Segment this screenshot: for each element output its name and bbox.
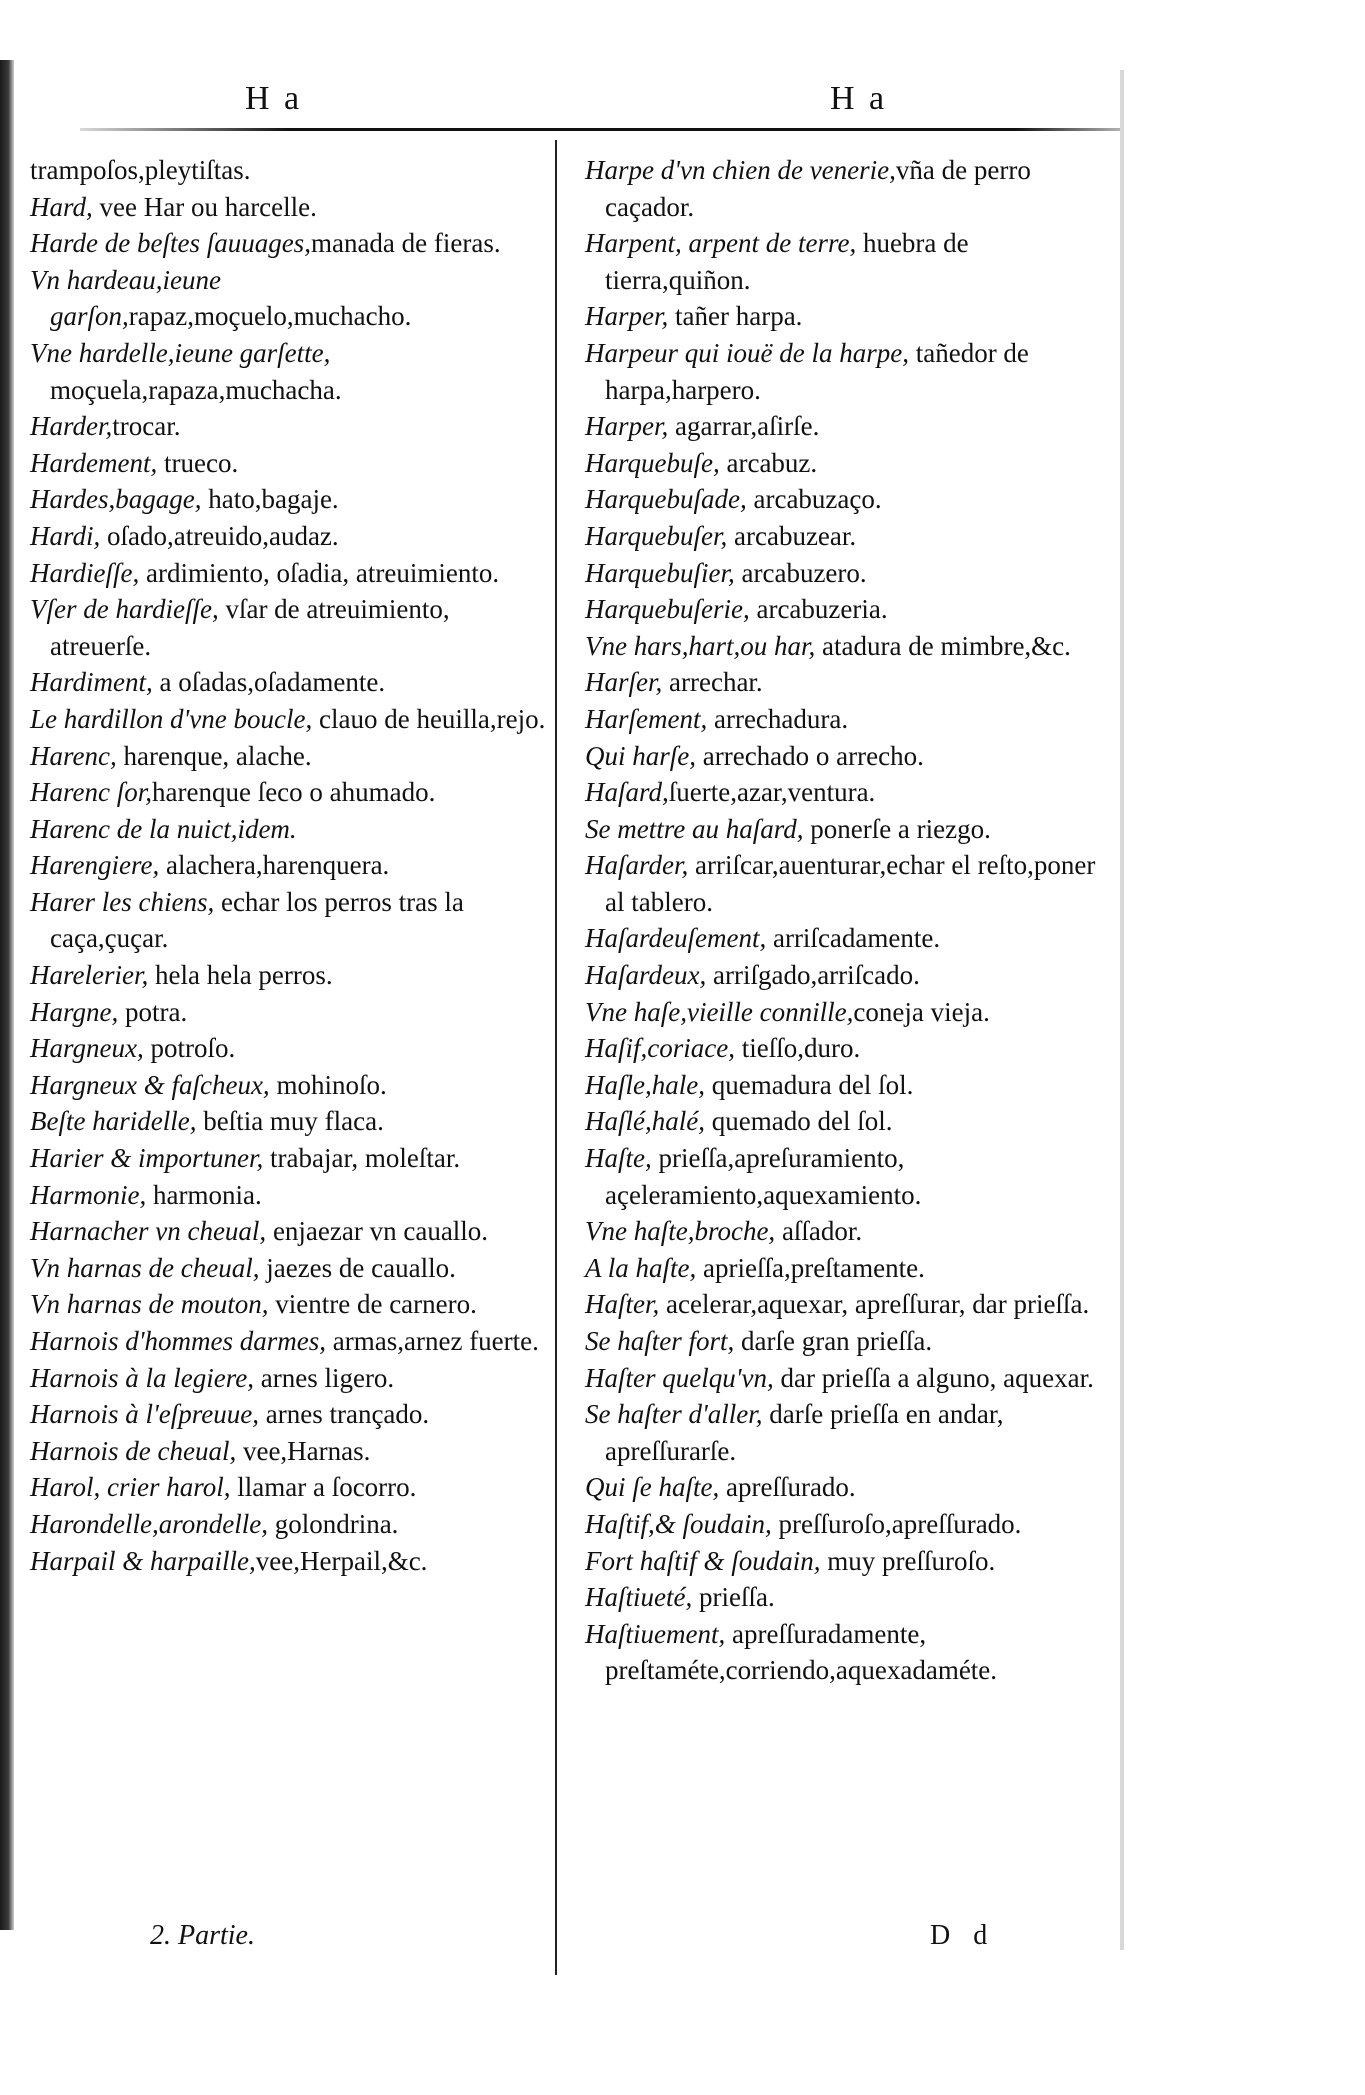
entry-definition: tañer harpa. xyxy=(668,301,803,332)
entry-headword: Harquebuſerie, xyxy=(585,594,750,625)
entry-definition: darſe prieſſa en andar, apreſſurarſe. xyxy=(605,1399,1004,1466)
entry-definition: hela hela perros. xyxy=(148,960,333,991)
dictionary-entry xyxy=(30,1323,555,1360)
entry-headword: Hardieſſe, xyxy=(30,557,140,588)
catchword: D d xyxy=(930,1920,996,1951)
entry-definition: arrechado o arrecho. xyxy=(696,740,924,771)
entry-headword: A la haſte, xyxy=(585,1252,697,1283)
entry-headword: Hard, xyxy=(30,191,93,222)
entry-headword: Hargneux & faſcheux, xyxy=(30,1069,270,1100)
header-rule xyxy=(80,128,1120,131)
dictionary-entry xyxy=(585,1323,1110,1360)
dictionary-entry xyxy=(30,1030,555,1067)
entry-headword: Haſlé,halé, xyxy=(585,1106,705,1137)
entry-headword: Hardement, xyxy=(30,447,158,478)
dictionary-entry xyxy=(30,152,555,189)
entry-definition: tañedor de harpa,harpero. xyxy=(605,337,1029,405)
signature-mark: 2. Partie. xyxy=(150,1920,255,1951)
dictionary-entry xyxy=(585,1103,1110,1140)
entry-headword: Harquebuſer, xyxy=(585,520,728,551)
entry-headword: Harquebuſade, xyxy=(585,484,747,515)
entry-definition: moçuela,rapaza,muchacha. xyxy=(50,374,342,405)
entry-headword: Se haſter d'aller, xyxy=(585,1399,763,1430)
dictionary-entry xyxy=(30,1067,555,1104)
entry-definition: vña de perro caçador. xyxy=(605,155,1031,222)
dictionary-entry xyxy=(30,1543,555,1580)
entry-headword: Harenc ſor, xyxy=(30,777,152,808)
entry-headword: Harondelle,arondelle, xyxy=(30,1508,268,1539)
entry-headword: Harier & importuner, xyxy=(30,1143,264,1174)
dictionary-entry xyxy=(585,591,1110,628)
entry-headword: Harnacher vn cheual, xyxy=(30,1216,267,1247)
entry-headword: Haſard, xyxy=(585,777,669,808)
running-head-right: H a xyxy=(830,80,888,117)
entry-definition: vee,Harnas. xyxy=(236,1435,371,1466)
dictionary-entry xyxy=(30,1433,555,1470)
entry-definition: manada de fieras. xyxy=(310,228,501,259)
entry-headword: Beſte haridelle, xyxy=(30,1106,197,1137)
entry-headword: Le hardillon d'vne boucle, xyxy=(30,703,313,734)
entry-definition: arnes trançado. xyxy=(259,1399,430,1430)
dictionary-entry xyxy=(30,1396,555,1433)
entry-headword: Harpail & harpaille, xyxy=(30,1545,256,1576)
entry-definition: arriſgado,arriſcado. xyxy=(706,960,920,991)
entry-definition: ardimiento, oſadia, atreuimiento. xyxy=(139,557,500,588)
dictionary-entry xyxy=(585,811,1110,848)
entry-headword: Harmonie, xyxy=(30,1179,147,1210)
dictionary-entry xyxy=(585,957,1110,994)
dictionary-entry xyxy=(30,335,555,408)
entry-definition: aſſador. xyxy=(775,1216,863,1247)
entry-headword: Harnois d'hommes darmes, xyxy=(30,1326,327,1356)
column-divider xyxy=(555,140,557,1975)
entry-headword: Hardes,bagage, xyxy=(30,484,202,515)
entry-definition: arrechadura. xyxy=(707,703,849,734)
entry-headword: Vne haſe,vieille connille, xyxy=(585,996,854,1027)
entry-definition: vee,Herpail,&c. xyxy=(255,1545,428,1576)
entry-headword: Haſif,coriace, xyxy=(585,1033,735,1064)
entry-headword: Vne hars,hart,ou har, xyxy=(585,630,816,661)
entry-definition: ſuerte,azar,ventura. xyxy=(668,777,876,808)
entry-headword: Harquebuſier, xyxy=(585,557,735,588)
entry-headword: Harol, crier harol, xyxy=(30,1472,231,1503)
entry-headword: Fort haſtif & ſoudain, xyxy=(585,1545,821,1576)
dictionary-entry xyxy=(585,1469,1110,1506)
entry-headword: Harpeur qui iouë de la harpe, xyxy=(585,337,909,368)
dictionary-entry xyxy=(585,445,1110,482)
entry-headword: Harpe d'vn chien de venerie, xyxy=(585,155,896,185)
dictionary-entry xyxy=(30,1286,555,1323)
entry-definition: arcabuzaço. xyxy=(746,484,882,515)
entry-definition: dar prieſſa a alguno, aquexar. xyxy=(773,1362,1094,1393)
entry-definition: alachera,harenquera. xyxy=(159,850,390,881)
dictionary-entry xyxy=(30,994,555,1031)
entry-definition: vientre de carnero. xyxy=(268,1289,477,1320)
dictionary-entry xyxy=(585,701,1110,738)
dictionary-entry xyxy=(30,957,555,994)
entry-definition: arcabuzeria. xyxy=(749,594,888,625)
dictionary-entry xyxy=(30,1103,555,1140)
entry-headword: Se haſter fort, xyxy=(585,1326,735,1356)
dictionary-entry xyxy=(30,408,555,445)
dictionary-entry xyxy=(585,994,1110,1031)
entry-headword: Vne haſte,broche, xyxy=(585,1216,776,1247)
dictionary-entry xyxy=(30,1360,555,1397)
dictionary-entry xyxy=(30,701,555,738)
dictionary-entry xyxy=(585,298,1110,335)
dictionary-entry xyxy=(30,774,555,811)
entry-definition: arriſcadamente. xyxy=(766,923,941,954)
entry-definition: trocar. xyxy=(112,411,181,442)
entry-definition: beſtia muy flaca. xyxy=(196,1106,384,1137)
entry-headword: Harer les chiens, xyxy=(30,886,215,917)
dictionary-entry xyxy=(585,847,1110,920)
dictionary-entry xyxy=(585,1067,1110,1104)
entry-definition: jaezes de cauallo. xyxy=(259,1252,456,1283)
entry-definition: arcabuzero. xyxy=(734,557,867,588)
entry-headword: Harenc de la nuict,idem. xyxy=(30,813,297,844)
entry-definition: potra. xyxy=(118,996,188,1027)
running-head-left: H a xyxy=(245,80,303,117)
entry-headword: Haſtiuement, xyxy=(585,1618,726,1649)
dictionary-entry xyxy=(585,664,1110,701)
entry-definition: trueco. xyxy=(157,447,239,478)
entry-headword: Haſte, xyxy=(585,1143,652,1174)
entry-definition: a oſadas,oſadamente. xyxy=(152,667,386,698)
entry-definition: ponerſe a riezgo. xyxy=(803,813,991,844)
dictionary-entry xyxy=(30,225,555,262)
entry-headword: Hargneux, xyxy=(30,1033,144,1064)
dictionary-entry xyxy=(30,884,555,957)
entry-headword: Haſtiueté, xyxy=(585,1582,693,1613)
dictionary-entry xyxy=(585,1286,1110,1323)
entry-definition: trampoſos,pleytiſtas. xyxy=(30,155,251,185)
dictionary-entry xyxy=(30,1506,555,1543)
entry-definition: arcabuzear. xyxy=(727,520,857,551)
entry-definition: enjaezar vn cauallo. xyxy=(266,1216,489,1247)
dictionary-entry xyxy=(585,225,1110,298)
dictionary-entry xyxy=(30,847,555,884)
dictionary-entry xyxy=(585,1140,1110,1213)
dictionary-entry xyxy=(585,920,1110,957)
entry-definition: mohinoſo. xyxy=(269,1069,387,1100)
entry-definition: darſe gran prieſſa. xyxy=(734,1326,933,1356)
entry-headword: Qui ſe haſte, xyxy=(585,1472,720,1503)
entry-definition: llamar a ſocorro. xyxy=(230,1472,417,1503)
dictionary-entry xyxy=(585,518,1110,555)
entry-headword: Hargne, xyxy=(30,996,119,1027)
entry-definition: harenque, alache. xyxy=(116,740,312,771)
entry-headword: Haſter quelqu'vn, xyxy=(585,1362,774,1393)
dictionary-entry xyxy=(30,664,555,701)
entry-headword: Haſarder, xyxy=(585,850,689,881)
entry-definition: arriſcar,auenturar,echar el reſto,poner al tablero. xyxy=(605,850,1096,917)
scan-edge-shadow xyxy=(0,60,14,1930)
entry-definition: atadura de mimbre,&c. xyxy=(815,630,1071,661)
dictionary-entry xyxy=(585,1360,1110,1397)
entry-definition: aprieſſa,preſtamente. xyxy=(696,1252,925,1283)
dictionary-entry xyxy=(30,518,555,555)
dictionary-entry xyxy=(585,1396,1110,1469)
entry-headword: Qui harſe, xyxy=(585,740,696,771)
dictionary-entry xyxy=(585,738,1110,775)
entry-headword: Haſardeuſement, xyxy=(585,923,767,954)
dictionary-entry xyxy=(30,445,555,482)
entry-headword: Haſter, xyxy=(585,1289,660,1320)
right-column xyxy=(585,152,1110,1689)
entry-headword: Vn harnas de cheual, xyxy=(30,1252,260,1283)
entry-definition: arnes ligero. xyxy=(253,1362,395,1393)
dictionary-entry xyxy=(30,738,555,775)
dictionary-entry xyxy=(585,481,1110,518)
entry-definition: apreſſuradamente, preſtaméte,corriendo,aquexadaméte. xyxy=(605,1618,998,1686)
entry-definition: huebra de tierra,quiñon. xyxy=(605,228,969,295)
entry-definition: rapaz,moçuelo,muchacho. xyxy=(128,301,412,332)
entry-definition: prieſſa,apreſuramiento, açeleramiento,aquexamiento. xyxy=(605,1143,922,1210)
entry-headword: Hardiment, xyxy=(30,667,153,698)
entry-definition: agarrar,aſirſe. xyxy=(668,411,820,442)
entry-headword: Harnois à l'eſpreuue, xyxy=(30,1399,259,1430)
entry-headword: Harnois de cheual, xyxy=(30,1435,237,1466)
entry-headword: Harelerier, xyxy=(30,960,149,991)
entry-definition: hato,bagaje. xyxy=(201,484,339,515)
entry-headword: Harengiere, xyxy=(30,850,160,881)
dictionary-entry xyxy=(585,335,1110,408)
dictionary-entry xyxy=(30,1469,555,1506)
entry-headword: Harder, xyxy=(30,411,113,442)
entry-headword: Haſle,hale, xyxy=(585,1069,705,1100)
entry-headword: Vn harnas de mouton, xyxy=(30,1289,269,1320)
entry-definition: echar los perros tras la caça,çuçar. xyxy=(50,886,464,954)
entry-definition: oſado,atreuido,audaz. xyxy=(100,520,339,551)
entry-headword: Se mettre au haſard, xyxy=(585,813,804,844)
entry-headword: Haſtif,& ſoudain, xyxy=(585,1508,772,1539)
dictionary-entry xyxy=(30,1177,555,1214)
entry-headword: Harſer, xyxy=(585,667,663,698)
page-right-edge xyxy=(1120,70,1124,1950)
dictionary-entry xyxy=(585,1506,1110,1543)
entry-definition: coneja vieja. xyxy=(853,996,990,1027)
entry-definition: golondrina. xyxy=(267,1508,399,1539)
dictionary-entry xyxy=(585,408,1110,445)
entry-definition: potroſo. xyxy=(143,1033,236,1064)
entry-definition: quemado del ſol. xyxy=(704,1106,893,1137)
entry-definition: acelerar,aquexar, apreſſurar, dar prieſſa. xyxy=(659,1289,1090,1320)
dictionary-entry xyxy=(30,189,555,226)
entry-headword: Harper, xyxy=(585,301,669,332)
entry-headword: Vſer de hardieſſe, xyxy=(30,594,219,625)
entry-definition: preſſuroſo,apreſſurado. xyxy=(771,1508,1022,1539)
dictionary-entry xyxy=(585,1213,1110,1250)
dictionary-entry xyxy=(585,1543,1110,1580)
dictionary-entry xyxy=(30,555,555,592)
dictionary-entry xyxy=(30,481,555,518)
dictionary-entry xyxy=(585,1616,1110,1689)
entry-headword: Harper, xyxy=(585,411,669,442)
entry-definition: trabajar, moleſtar. xyxy=(263,1143,461,1174)
entry-headword: Harnois à la legiere, xyxy=(30,1362,254,1393)
entry-headword: Harſement, xyxy=(585,703,708,734)
entry-headword: Vn hardeau,ieune garſon, xyxy=(30,264,221,332)
dictionary-entry xyxy=(30,1250,555,1287)
entry-definition: tieſſo,duro. xyxy=(734,1033,861,1064)
dictionary-entry xyxy=(30,1213,555,1250)
dictionary-entry xyxy=(30,591,555,664)
entry-definition: vee Har ou harcelle. xyxy=(92,191,317,222)
dictionary-entry xyxy=(30,811,555,848)
dictionary-entry xyxy=(585,628,1110,665)
entry-definition: arrechar. xyxy=(662,667,763,698)
dictionary-entry xyxy=(585,1579,1110,1616)
entry-definition: vſar de atreuimiento, atreuerſe. xyxy=(50,594,450,661)
dictionary-entry xyxy=(30,1140,555,1177)
dictionary-entry xyxy=(585,1030,1110,1067)
entry-headword: Harde de beſtes ſauuages, xyxy=(30,228,311,259)
dictionary-entry xyxy=(585,1250,1110,1287)
entry-definition: clauo de heuilla,rejo. xyxy=(312,703,546,734)
left-column xyxy=(30,152,555,1579)
dictionary-entry xyxy=(585,774,1110,811)
entry-definition: quemadura del ſol. xyxy=(704,1069,914,1100)
entry-headword: Hardi, xyxy=(30,520,101,551)
dictionary-entry xyxy=(30,262,555,335)
dictionary-entry xyxy=(585,152,1110,225)
entry-headword: Harquebuſe, xyxy=(585,447,720,478)
entry-definition: prieſſa. xyxy=(692,1582,775,1613)
entry-headword: Harenc, xyxy=(30,740,117,771)
entry-definition: muy preſſuroſo. xyxy=(820,1545,996,1576)
entry-headword: Vne hardelle,ieune garſette, xyxy=(30,337,331,368)
entry-definition: arcabuz. xyxy=(719,447,818,478)
entry-definition: apreſſurado. xyxy=(719,1472,856,1503)
dictionary-entry xyxy=(585,555,1110,592)
entry-headword: Harpent, arpent de terre, xyxy=(585,228,857,259)
entry-headword: Haſardeux, xyxy=(585,960,707,991)
entry-definition: harmonia. xyxy=(146,1179,262,1210)
entry-definition: harenque ſeco o ahumado. xyxy=(152,777,436,808)
entry-definition: armas,arnez fuerte. xyxy=(326,1326,539,1356)
